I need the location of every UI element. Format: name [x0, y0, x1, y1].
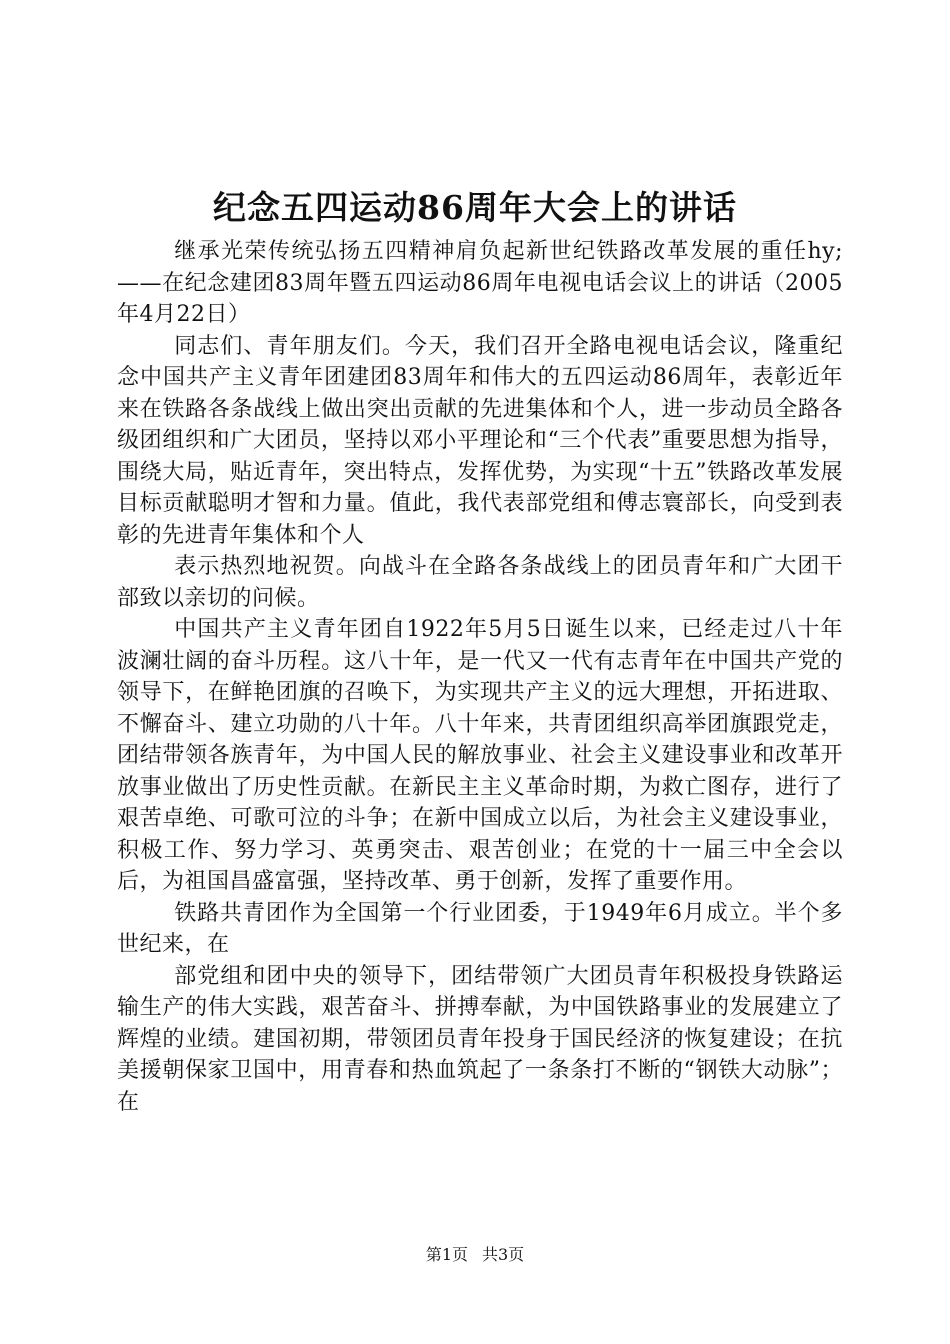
- paragraph-railway-league: 铁路共青团作为全国第一个行业团委，于1949年6月成立。半个多世纪来，在: [117, 900, 843, 957]
- paragraph-railway-achievements: 部党组和团中央的领导下，团结带领广大团员青年积极投身铁路运输生产的伟大实践，艰苦奋斗、拼搏奉献，为中国铁路事业的发展建立了辉煌的业绩。建国初期，带领团员青年投身于国民经济的恢复建设；在抗美援朝保家卫国中，用青春和热血筑起了一条条打不断的“钢铁大动脉”；在: [117, 963, 843, 1115]
- document-body: [117, 236, 843, 1118]
- paragraph-greeting: 表示热烈地祝贺。向战斗在全路各条战线上的团员青年和广大团干部致以亲切的问候。: [117, 554, 843, 611]
- paragraph-opening: 同志们、青年朋友们。今天，我们召开全路电视电话会议，隆重纪念中国共产主义青年团建团83周年和伟大的五四运动86周年，表彰近年来在铁路各条战线上做出突出贡献的先进集体和个人，进一步动员全路各级团组织和广大团员，坚持以邓小平理论和“三个代表”重要思想为指导，围绕大局，贴近青年，突出特点，发挥优势，为实现“十五”铁路改革发展目标贡献聪明才智和力量。值此，我代表部党组和傅志寰部长，向受到表彰的先进青年集体和个人: [117, 333, 843, 548]
- page-number: 第1页: [425, 1245, 468, 1264]
- page-total: 共3页: [482, 1245, 525, 1264]
- document-title: 纪念五四运动86周年大会上的讲话: [213, 188, 737, 227]
- page-footer: [0, 1244, 950, 1266]
- paragraph-subtitle: 继承光荣传统弘扬五四精神肩负起新世纪铁路改革发展的重任hy;——在纪念建团83周年暨五四运动86周年电视电话会议上的讲话（2005年4月22日）: [117, 239, 843, 327]
- paragraph-league-history: 中国共产主义青年团自1922年5月5日诞生以来，已经走过八十年波澜壮阔的奋斗历程。这八十年，是一代又一代有志青年在中国共产党的领导下，在鲜艳团旗的召唤下，为实现共产主义的远大理想，开拓进取、不懈奋斗、建立功勋的八十年。八十年来，共青团组织高举团旗跟党走，团结带领各族青年，为中国人民的解放事业、社会主义建设事业和改革开放事业做出了历史性贡献。在新民主主义革命时期，为救亡图存，进行了艰苦卓绝、可歌可泣的斗争；在新中国成立以后，为社会主义建设事业，积极工作、努力学习、英勇突击、艰苦创业；在党的十一届三中全会以后，为祖国昌盛富强，坚持改革、勇于创新，发挥了重要作用。: [117, 617, 843, 894]
